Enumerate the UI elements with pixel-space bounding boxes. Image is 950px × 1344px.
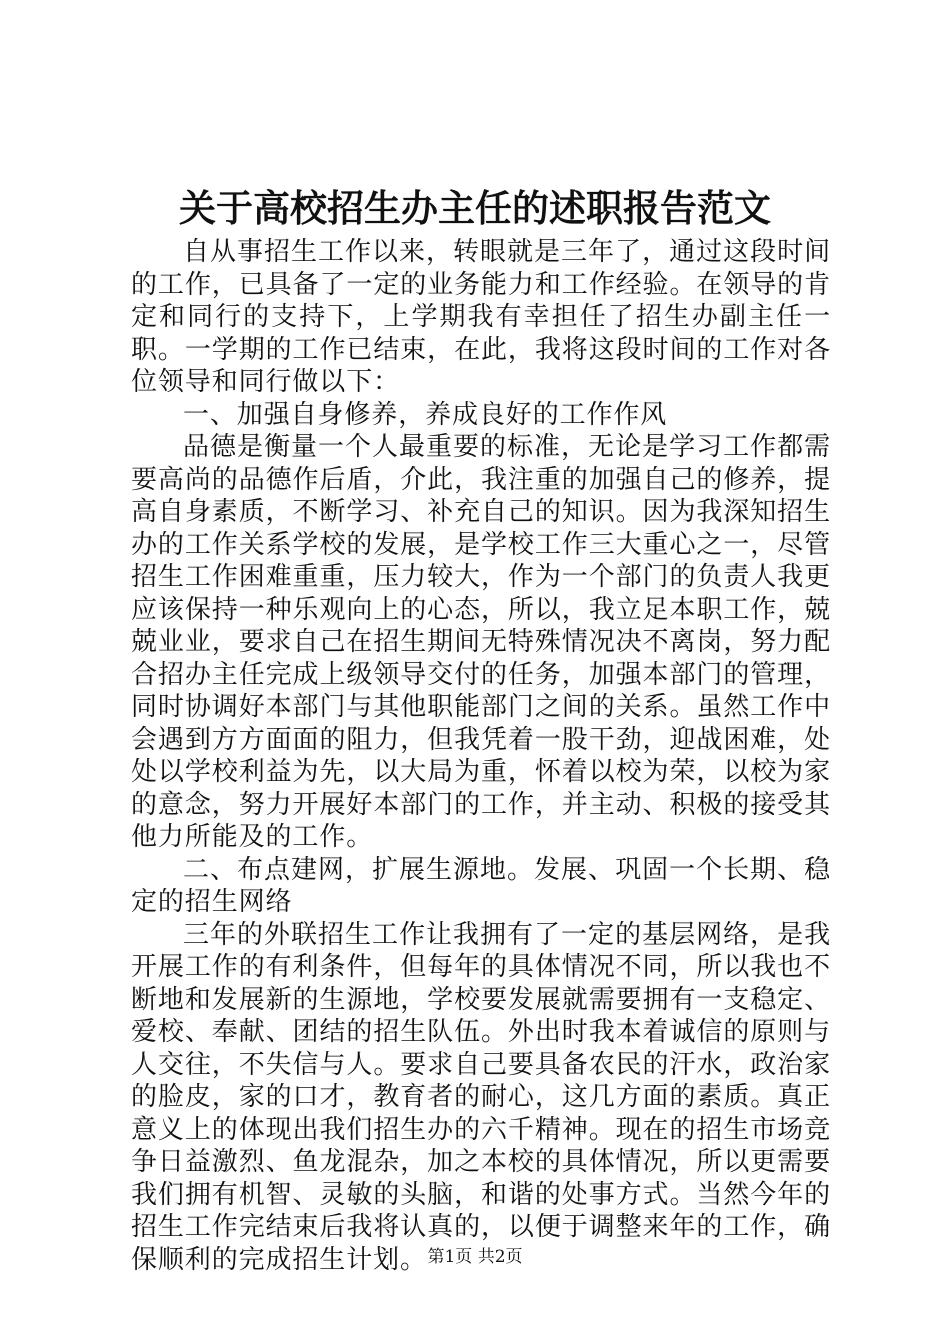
page-footer: 第1页 共2页 xyxy=(427,1247,523,1267)
section-heading-1: 一、加强自身修养，养成良好的工作作风 xyxy=(183,399,668,430)
document-body xyxy=(131,236,831,1276)
section-heading-2: 二、布点建网，扩展生源地。发展、巩固一个长期、稳定的招生网络 xyxy=(131,854,831,917)
paragraph-section-1: 品德是衡量一个人最重要的标准，无论是学习工作都需要高尚的品德作后盾，介此，我注重的加强自己的修养，提高自身素质，不断学习、补充自己的知识。因为我深知招生办的工作关系学校的发展，是学校工作三大重心之一，尽管招生工作困难重重，压力较大，作为一个部门的负责人我更应该保持一种乐观向上的心态，所以，我立足本职工作，兢兢业业，要求自己在招生期间无特殊情况决不离岗，努力配合招办主任完成上级领导交付的任务，加强本部门的管理，同时协调好本部门与其他职能部门之间的关系。虽然工作中会遇到方方面面的阻力，但我凭着一股干劲，迎战困难，处处以学校利益为先，以大局为重，怀着以校为荣，以校为家的意念，努力开展好本部门的工作，并主动、积极的接受其他力所能及的工作。 xyxy=(131,432,831,852)
document-title: 关于高校招生办主任的述职报告范文 xyxy=(179,186,771,230)
paragraph-section-2: 三年的外联招生工作让我拥有了一定的基层网络，是我开展工作的有利条件，但每年的具体情况不同，所以我也不断地和发展新的生源地，学校要发展就需要拥有一支稳定、爱校、奉献、团结的招生队伍。外出时我本着诚信的原则与人交往，不失信与人。要求自己要具备农民的汗水，政治家的脸皮，家的口才，教育者的耐心，这几方面的素质。真正意义上的体现出我们招生办的六千精神。现在的招生市场竞争日益激烈、鱼龙混杂，加之本校的具体情况，所以更需要我们拥有机智、灵敏的头脑，和谐的处事方式。当然今年的招生工作完结束后我将认真的，以便于调整来年的工作，确保顺利的完成招生计划。 xyxy=(131,919,831,1275)
paragraph-intro: 自从事招生工作以来，转眼就是三年了，通过这段时间的工作，已具备了一定的业务能力和工作经验。在领导的肯定和同行的支持下，上学期我有幸担任了招生办副主任一职。一学期的工作已结束，在此，我将这段时间的工作对各位领导和同行做以下： xyxy=(131,237,831,397)
